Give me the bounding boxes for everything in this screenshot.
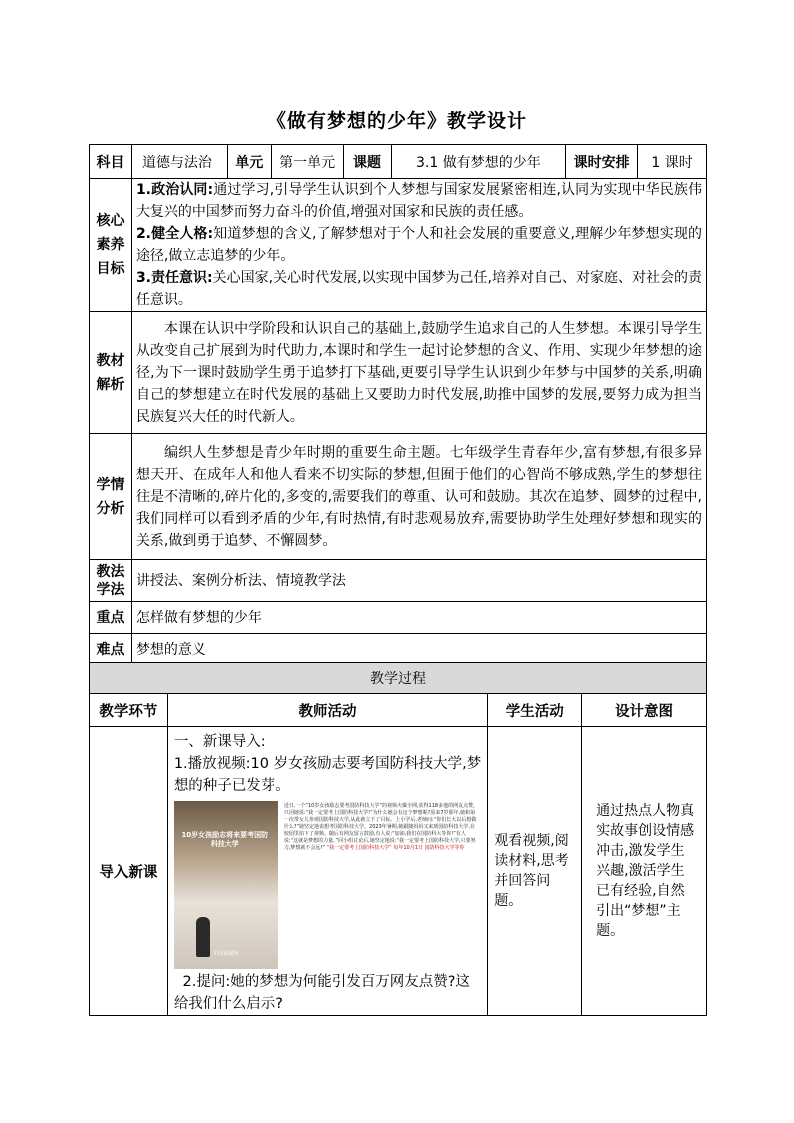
lesson-info-table: [89, 144, 707, 666]
video-material: [174, 801, 481, 969]
methods-label: 教法 学法: [90, 560, 132, 602]
material-content: 本课在认识中学阶段和认识自己的基础上,鼓励学生追求自己的人生梦想。本课引导学生从改变自己扩展到为时代助力,本课时和学生一起讨论梦想的含义、作用、实现少年梦想的途径,为下一课时鼓励学生勇于追梦打下基础,更要引导学生认识到少年梦与中国梦的关系,明确自己的梦想建立在时代发展的基础上又要助力时代发展,助推中国梦的发展,要努力成为担当民族复兴大任的时代新人。: [131, 312, 706, 434]
column-stage: 教学环节: [90, 694, 168, 727]
lesson-value: 3.1 做有梦想的少年: [391, 145, 566, 179]
key-point-label: 重点: [90, 602, 132, 634]
difficulty-row: [90, 634, 707, 666]
schedule-label: 课时安排: [566, 145, 638, 179]
subject-label: 科目: [90, 145, 132, 179]
core-literacy-row: [90, 179, 707, 312]
student-activity: 观看视频,阅读材料,思考并回答问题。: [488, 727, 582, 1016]
student-analysis-row: [90, 434, 707, 560]
process-heading: 教学过程: [90, 663, 707, 694]
core-literacy-content: [131, 179, 706, 312]
page-title: 《做有梦想的少年》教学设计: [266, 110, 527, 132]
teacher-step-1: 1.播放视频:10 岁女孩励志要考国防科技大学,梦想的种子已发芽。: [173, 756, 482, 794]
methods-content: 讲授法、案例分析法、情境教学法: [131, 560, 706, 602]
unit-value: 第一单元: [271, 145, 343, 179]
schedule-value: 1 课时: [638, 145, 707, 179]
column-student: 学生活动: [488, 694, 582, 727]
header-row: [90, 145, 707, 179]
unit-label: 单元: [227, 145, 271, 179]
core-item: 2.健全人格:知道梦想的含义,了解梦想对于个人和社会发展的重要意义,理解少年梦想实现的途径,做立志追梦的少年。: [135, 226, 702, 264]
intro-row: [90, 727, 707, 1016]
lesson-label: 课题: [343, 145, 391, 179]
core-literacy-label: 核心 素养 目标: [90, 179, 132, 312]
material-row: [90, 312, 707, 434]
student-analysis-label: 学情 分析: [90, 434, 132, 560]
news-article-image: 近日,一个“10岁女孩励志要考国防科技大学”的视频火爆全网,获得118多他的网友点赞。只因她说:“我一定要考上国防科技大学!”为什么她会有这个梦想呢?原来7岁那年,她和第一次带女儿参观国防科技大学,从此就立下了目标。上小学后,老师问:“你们长大以后想做什么?”她坚定地说想考国防科技大学。2023年暑期,她跟随妈妈又来到国防科技大学,在校园里拍下了视频。随后有网友留言鼓励,有人说:“加油,我们在国防科大等你!”有人说:“这就是梦想的力量。”同小组讨论后,她坚定地说:“我一定要考上国防科技大学,只要努力,梦想就不会远!” “我一定要考上国防科技大学” 每年10月1日 国防科技大学等你: [283, 803, 479, 851]
core-item: 1.政治认同:通过学习,引导学生认识到个人梦想与国家发展紧密相连,认同为实现中华民族伟大复兴的中国梦而努力奋斗的价值,增强对国家和民族的责任感。: [135, 182, 702, 220]
teaching-process-table: [89, 662, 707, 1016]
process-heading-row: [90, 663, 707, 694]
design-intent: 通过热点人物真实故事创设情感冲击,激发学生兴趣,激活学生已有经验,自然引出“梦想”主题。: [582, 727, 707, 1016]
teacher-intro: 一、新课导入:: [173, 734, 266, 750]
methods-row: [90, 560, 707, 602]
column-intent: 设计意图: [582, 694, 707, 727]
photo-caption: 10岁女孩励志将来要考国防科技大学: [181, 831, 269, 848]
teacher-activity: [167, 727, 487, 1016]
teacher-step-2: 2.提问:她的梦想为何能引发百万网友点赞?这给我们什么启示?: [173, 974, 470, 1012]
difficulty-label: 难点: [90, 634, 132, 666]
key-point-content: 怎样做有梦想的少年: [131, 602, 706, 634]
student-analysis-content: 编织人生梦想是青少年时期的重要生命主题。七年级学生青春年少,富有梦想,有很多异想天开、在成年人和他人看来不切实际的梦想,但囿于他们的心智尚不够成熟,学生的梦想往往是不清晰的,碎片化的,多变的,需要我们的尊重、认可和鼓励。其次在追梦、圆梦的过程中,我们同样可以看到矛盾的少年,有时热情,有时悲观易放弃,需要协助学生处理好梦想和现实的关系,做到勇于追梦、不懈圆梦。: [131, 434, 706, 560]
difficulty-content: 梦想的意义: [131, 634, 706, 666]
photo-footer: 中国新闻网: [213, 951, 239, 957]
stage-intro: 导入新课: [90, 727, 168, 1016]
subject-value: 道德与法治: [131, 145, 227, 179]
material-label: 教材 解析: [90, 312, 132, 434]
process-column-row: [90, 694, 707, 727]
key-point-row: [90, 602, 707, 634]
video-thumbnail-image[interactable]: [174, 801, 278, 969]
core-item: 3.责任意识:关心国家,关心时代发展,以实现中国梦为己任,培养对自己、对家庭、对社会的责任意识。: [135, 270, 702, 308]
column-teacher: 教师活动: [167, 694, 487, 727]
